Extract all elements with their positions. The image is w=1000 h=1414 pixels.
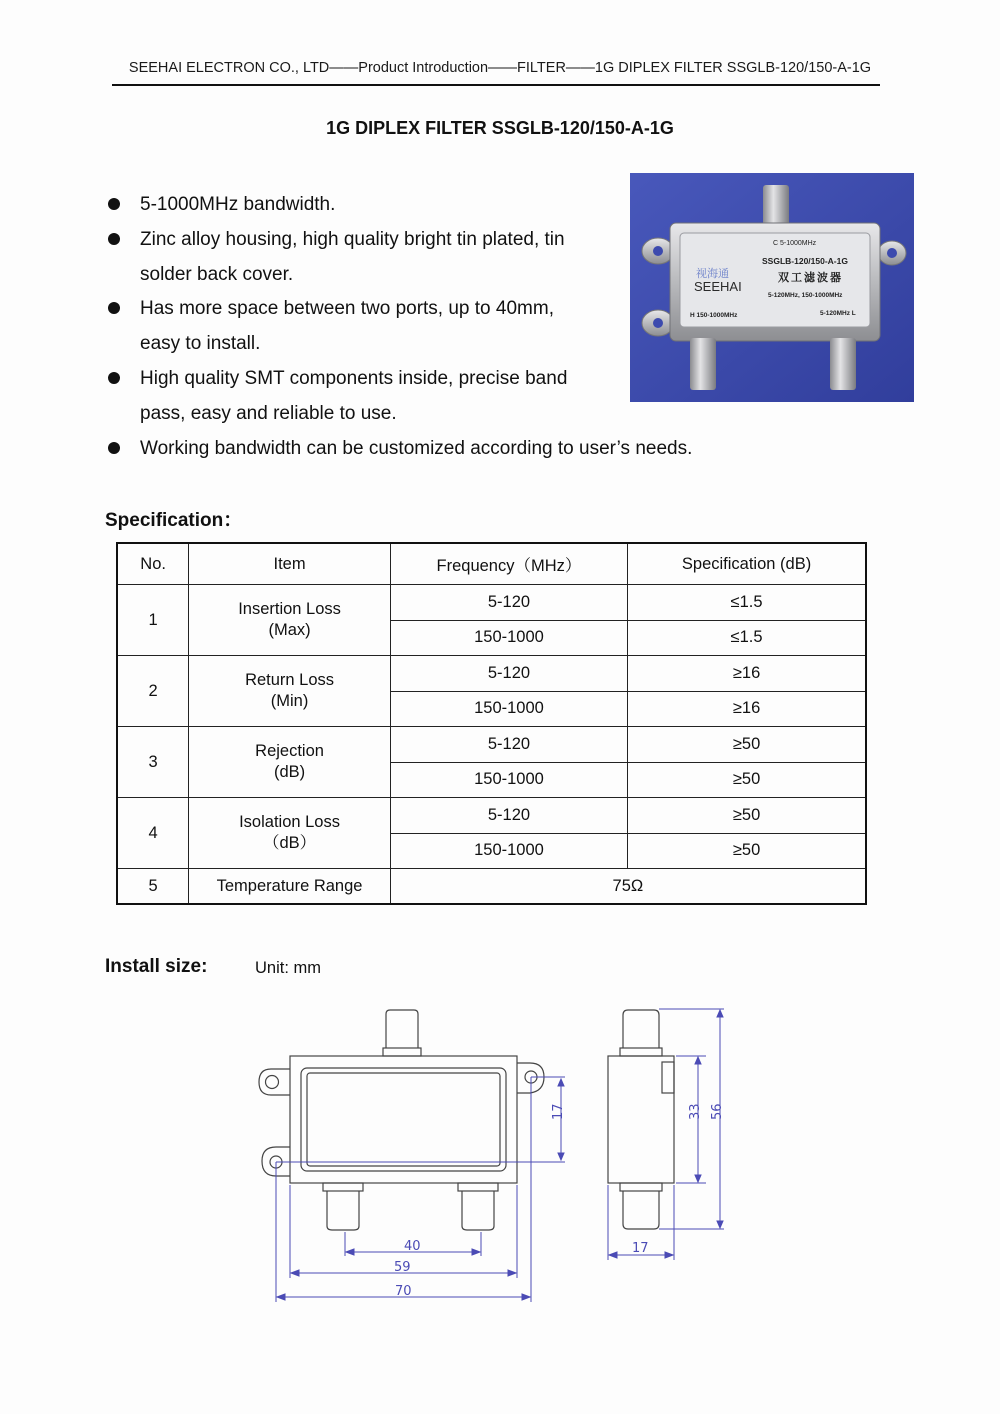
row-spec: ≤1.5 [628,585,866,621]
row-frequency: 5-120 [390,656,627,692]
row-spec: ≥50 [628,833,866,869]
row-value: 75Ω [390,869,866,905]
row-frequency: 5-120 [390,727,627,763]
dim-hole-spacing: 17 [551,1103,566,1120]
row-no: 5 [117,869,189,905]
row-spec: ≥50 [628,727,866,763]
row-spec: ≤1.5 [628,620,866,656]
label-bands: 5-120MHz, 150-1000MHz [768,292,843,299]
front-l-connector [462,1191,494,1230]
side-view [608,1010,674,1229]
page-header-breadcrumb: SEEHAI ELECTRON CO., LTD——Product Introduction——FILTER——1G DIPLEX FILTER SSGLB-120/150-A-1G [128,60,872,76]
row-item: Temperature Range [189,869,391,905]
dim-body-height: 33 [688,1103,703,1120]
feature-text: Working bandwidth can be customized according to user’s needs. [140,437,693,459]
label-brand: SEEHAI [694,279,742,294]
row-spec: ≥16 [628,656,866,692]
install-size-heading: Install size: [105,956,208,977]
side-body [608,1056,674,1183]
side-top-connector [623,1010,659,1048]
header-specification: Specification (dB) [628,543,866,585]
dim-overall-width: 70 [395,1284,412,1299]
label-port-l: 5-120MHz L [820,310,856,317]
row-frequency: 150-1000 [390,620,627,656]
feature-text: 5-1000MHz bandwidth. [140,194,336,215]
row-frequency: 150-1000 [390,833,627,869]
label-port-h: H 150-1000MHz [690,312,738,319]
label-chinese-name: 双工滤波器 [778,271,843,284]
row-item: Insertion Loss (Max) [189,585,391,656]
front-dimensions [276,1077,565,1302]
front-h-connector [327,1191,359,1230]
row-no: 2 [117,656,189,727]
row-item: Return Loss (Min) [189,656,391,727]
label-brand-cn: 视海通 [696,267,729,280]
header-no: No. [117,543,189,585]
row-frequency: 150-1000 [390,691,627,727]
row-frequency: 5-120 [390,585,627,621]
row-no: 1 [117,585,189,656]
dim-port-spacing: 40 [404,1239,421,1254]
feature-text-cont: easy to install. [140,333,261,355]
dim-depth: 17 [632,1241,649,1256]
row-item: Isolation Loss （dB） [189,798,391,869]
document-title: 1G DIPLEX FILTER SSGLB-120/150-A-1G [326,118,674,138]
side-bottom-connector [623,1191,659,1229]
row-frequency: 150-1000 [390,762,627,798]
feature-text: High quality SMT components inside, precise band [140,367,568,389]
dim-overall-height: 56 [710,1103,725,1120]
feature-text: Has more space between two ports, up to 40mm, [140,298,554,320]
row-no: 3 [117,727,189,798]
row-spec: ≥50 [628,798,866,834]
front-left-ear-top [259,1069,290,1095]
row-item: Rejection (dB) [189,727,391,798]
front-view [259,1010,544,1230]
label-model: SSGLB-120/150-A-1G [762,256,848,266]
install-unit: Unit: mm [255,959,321,977]
row-spec: ≥50 [628,762,866,798]
label-common-port: C 5-1000MHz [773,240,817,247]
row-frequency: 5-120 [390,798,627,834]
front-body [290,1056,517,1183]
row-spec: ≥16 [628,691,866,727]
dim-body-width: 59 [394,1260,411,1275]
feature-text: Zinc alloy housing, high quality bright tin plated, tin [140,228,565,250]
specification-heading: Specification： [105,510,243,531]
feature-text-cont: pass, easy and reliable to use. [140,402,397,424]
side-dimensions [608,1009,724,1260]
header-item: Item [189,543,391,585]
feature-text-cont: solder back cover. [140,263,294,285]
header-frequency: Frequency（MHz） [390,543,627,585]
front-top-connector [386,1010,418,1048]
row-no: 4 [117,798,189,869]
